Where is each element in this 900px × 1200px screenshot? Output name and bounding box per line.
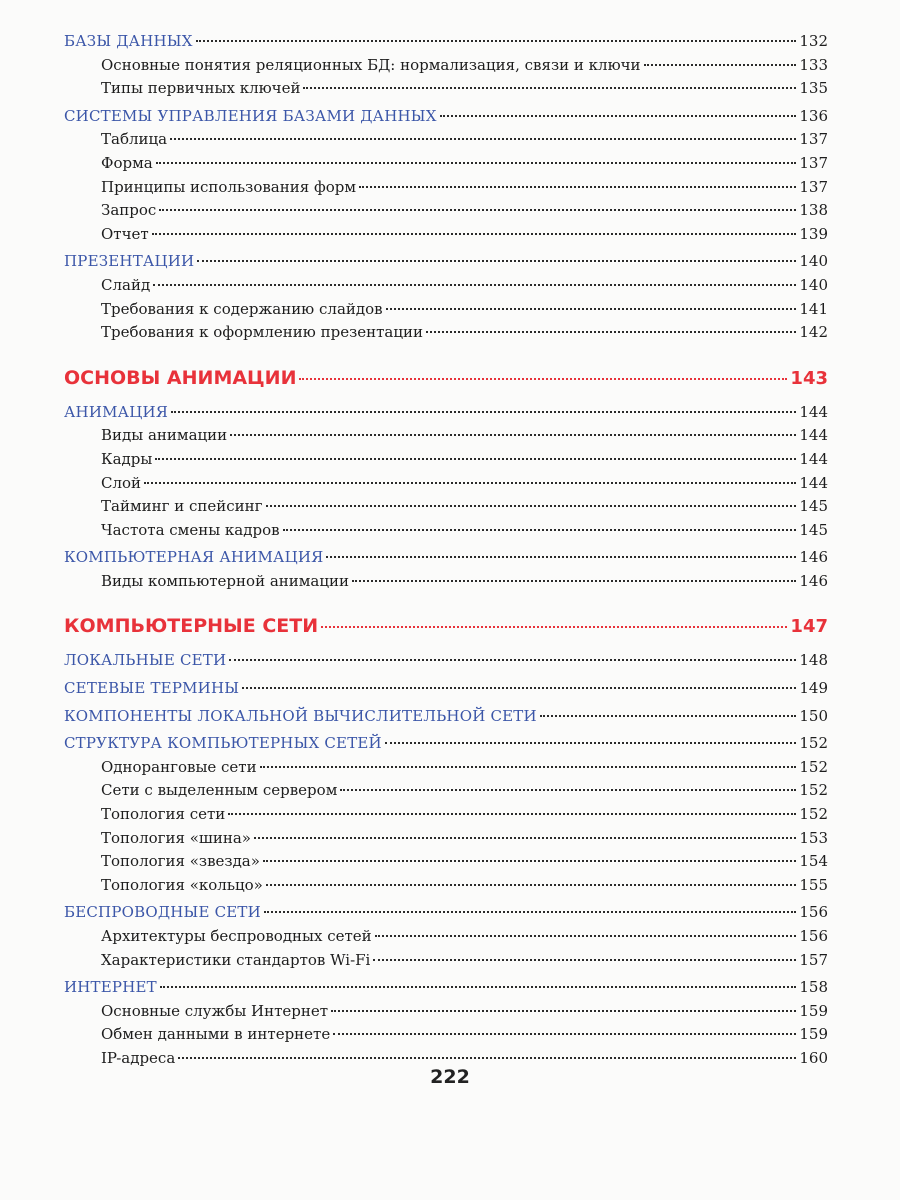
dot-leader [283,529,797,531]
dot-leader [156,162,797,164]
toc-entry-label: IP-адреса [101,1048,176,1067]
toc-chapter-title: КОМПЬЮТЕРНЫЕ СЕТИ [64,615,319,638]
toc-page-number: 138 [799,201,828,220]
toc-entry[interactable] [64,321,828,345]
dot-leader [340,789,796,791]
dot-leader [197,260,796,262]
toc-page-number: 135 [799,79,828,98]
toc-page-number: 144 [799,473,828,492]
toc-entry[interactable] [64,152,828,176]
toc-entry[interactable] [64,756,828,780]
table-of-contents [64,30,828,1071]
toc-page-number: 154 [799,852,828,871]
toc-entry[interactable] [64,495,828,519]
toc-section-title: СЕТЕВЫЕ ТЕРМИНЫ [64,679,240,698]
dot-leader [144,482,796,484]
toc-page-number: 152 [799,757,828,776]
toc-section-title: СТРУКТУРА КОМПЬЮТЕРНЫХ СЕТЕЙ [64,734,382,753]
dot-leader [331,1010,796,1012]
toc-page-number: 150 [799,706,828,725]
toc-entry-label: Виды анимации [101,426,228,445]
toc-page-number: 155 [799,875,828,894]
toc-section-title: БЕСПРОВОДНЫЕ СЕТИ [64,903,261,922]
dot-leader [373,959,796,961]
toc-page-number: 158 [799,978,828,997]
dot-leader [171,411,796,413]
toc-section-internet[interactable] [64,976,828,1000]
toc-entry-label: Слайд [101,275,151,294]
toc-section-title: ЛОКАЛЬНЫЕ СЕТИ [64,651,227,670]
toc-entry[interactable] [64,298,828,322]
toc-section-animation[interactable] [64,401,828,425]
toc-entry-label: Тайминг и спейсинг [101,497,263,516]
toc-page-number: 137 [799,130,828,149]
toc-entry[interactable] [64,1023,828,1047]
toc-entry[interactable] [64,199,828,223]
dot-leader [196,40,797,42]
toc-section-title: СИСТЕМЫ УПРАВЛЕНИЯ БАЗАМИ ДАННЫХ [64,106,437,125]
toc-section-dbms[interactable] [64,105,828,129]
dot-leader [326,556,796,558]
toc-entry-label: Слой [101,473,142,492]
dot-leader [254,837,796,839]
toc-page-number: 143 [790,367,828,389]
dot-leader [303,87,796,89]
dot-leader [266,884,797,886]
toc-entry[interactable] [64,77,828,101]
toc-entry[interactable] [64,827,828,851]
toc-page-number: 160 [799,1048,828,1067]
dot-leader [359,186,796,188]
toc-entry-label: Топология «звезда» [101,852,260,871]
toc-entry[interactable] [64,128,828,152]
dot-leader [426,331,796,333]
toc-page-number: 152 [799,734,828,753]
toc-page-number: 132 [799,32,828,50]
toc-page-number: 153 [799,828,828,847]
toc-page-number: 139 [799,224,828,243]
toc-entry-label: Сети с выделенным сервером [101,781,338,800]
toc-entry[interactable] [64,519,828,543]
toc-section-title: БАЗЫ ДАННЫХ [64,32,193,50]
toc-entry-label: Типы первичных ключей [101,79,301,98]
toc-page-number: 137 [799,153,828,172]
dot-leader [644,64,797,66]
toc-section-title: КОМПОНЕНТЫ ЛОКАЛЬНОЙ ВЫЧИСЛИТЕЛЬНОЙ СЕТИ [64,706,537,725]
dot-leader [375,935,797,937]
toc-entry-label: Топология сети [101,805,226,824]
toc-section-wireless[interactable] [64,901,828,925]
toc-page-number: 147 [790,616,828,638]
page-number: 222 [430,1066,470,1088]
toc-entry-label: Таблица [101,130,168,149]
dot-leader [152,233,797,235]
toc-section-presentations[interactable] [64,250,828,274]
toc-page-number: 144 [799,426,828,445]
toc-page-number: 133 [799,55,828,74]
toc-section-network-terms[interactable] [64,677,828,701]
toc-page-number: 145 [799,520,828,539]
toc-entry[interactable] [64,570,828,594]
toc-section-title: КОМПЬЮТЕРНАЯ АНИМАЦИЯ [64,548,324,567]
dot-leader [155,458,796,460]
dot-leader [299,378,787,380]
toc-section-databases[interactable] [64,30,828,54]
toc-entry[interactable] [64,1000,828,1024]
toc-entry[interactable] [64,803,828,827]
toc-entry[interactable] [64,925,828,949]
toc-entry[interactable] [64,448,828,472]
toc-chapter-title: ОСНОВЫ АНИМАЦИИ [64,366,297,389]
toc-entry-label: Архитектуры беспроводных сетей [101,927,372,945]
dot-leader [540,715,797,717]
toc-section-computer-animation[interactable] [64,546,828,570]
toc-entry-label: Отчет [101,224,149,243]
toc-entry[interactable] [64,472,828,496]
dot-leader [242,687,796,689]
toc-entry-label: Требования к оформлению презентации [101,323,424,342]
dot-leader [440,115,797,117]
dot-leader [153,284,796,286]
dot-leader [228,813,796,815]
toc-page-number: 140 [799,275,828,294]
toc-entry[interactable] [64,874,828,898]
toc-page-number: 140 [799,252,828,271]
toc-entry-label: Частота смены кадров [101,520,280,539]
toc-entry[interactable] [64,274,828,298]
toc-entry-label: Основные понятия реляционных БД: нормализация, связи и ключи [101,55,641,74]
toc-section-title: АНИМАЦИЯ [64,402,169,421]
toc-page-number: 156 [799,903,828,922]
toc-page-number: 159 [799,1025,828,1044]
dot-leader [230,434,796,436]
toc-page-number: 144 [799,449,828,468]
dot-leader [264,911,796,913]
toc-entry-label: Топология «кольцо» [101,875,263,894]
dot-leader [160,986,797,988]
toc-entry[interactable] [64,424,828,448]
toc-entry-label: Топология «шина» [101,828,251,847]
dot-leader [229,659,796,661]
dot-leader [386,308,797,310]
toc-chapter-animation[interactable] [64,361,828,395]
toc-entry-label: Запрос [101,201,157,220]
dot-leader [170,138,796,140]
dot-leader [178,1057,796,1059]
dot-leader [352,580,796,582]
toc-entry-label: Характеристики стандартов Wi-Fi [101,950,371,969]
dot-leader [159,209,796,211]
toc-section-lan-components[interactable] [64,705,828,729]
toc-page-number: 137 [799,177,828,196]
dot-leader [321,626,787,628]
toc-page-number: 142 [799,323,828,342]
toc-entry[interactable] [64,779,828,803]
toc-page-number: 159 [799,1001,828,1020]
toc-section-title: ИНТЕРНЕТ [64,978,157,997]
toc-entry-label: Основные службы Интернет [101,1001,329,1020]
toc-page-number: 157 [799,950,828,969]
toc-entry[interactable] [64,54,828,78]
toc-page-number: 148 [799,651,828,670]
toc-entry-label: Принципы использования форм [101,177,357,196]
toc-page-number: 141 [799,299,828,318]
toc-entry[interactable] [64,850,828,874]
toc-entry-label: Форма [101,153,153,172]
toc-page-number: 149 [799,679,828,698]
toc-entry-label: Обмен данными в интернете [101,1025,331,1044]
toc-page-number: 156 [799,927,828,945]
dot-leader [260,766,797,768]
dot-leader [266,505,797,507]
toc-page-number: 152 [799,781,828,800]
toc-section-local-networks[interactable] [64,649,828,673]
toc-page-number: 146 [799,548,828,567]
toc-section-network-structure[interactable] [64,732,828,756]
toc-entry-label: Одноранговые сети [101,757,257,776]
toc-page-number: 145 [799,497,828,516]
toc-entry[interactable] [64,176,828,200]
dot-leader [263,860,796,862]
toc-page-number: 136 [799,106,828,125]
toc-page-number: 152 [799,805,828,824]
toc-page-number: 144 [799,402,828,421]
toc-section-title: ПРЕЗЕНТАЦИИ [64,252,195,271]
dot-leader [333,1033,796,1035]
toc-entry-label: Кадры [101,449,153,468]
toc-entry[interactable] [64,223,828,247]
toc-page-number: 146 [799,571,828,590]
toc-entry-label: Виды компьютерной анимации [101,571,350,590]
toc-entry[interactable] [64,949,828,973]
toc-chapter-networks[interactable] [64,609,828,643]
dot-leader [385,742,797,744]
toc-entry-label: Требования к содержанию слайдов [101,299,383,318]
